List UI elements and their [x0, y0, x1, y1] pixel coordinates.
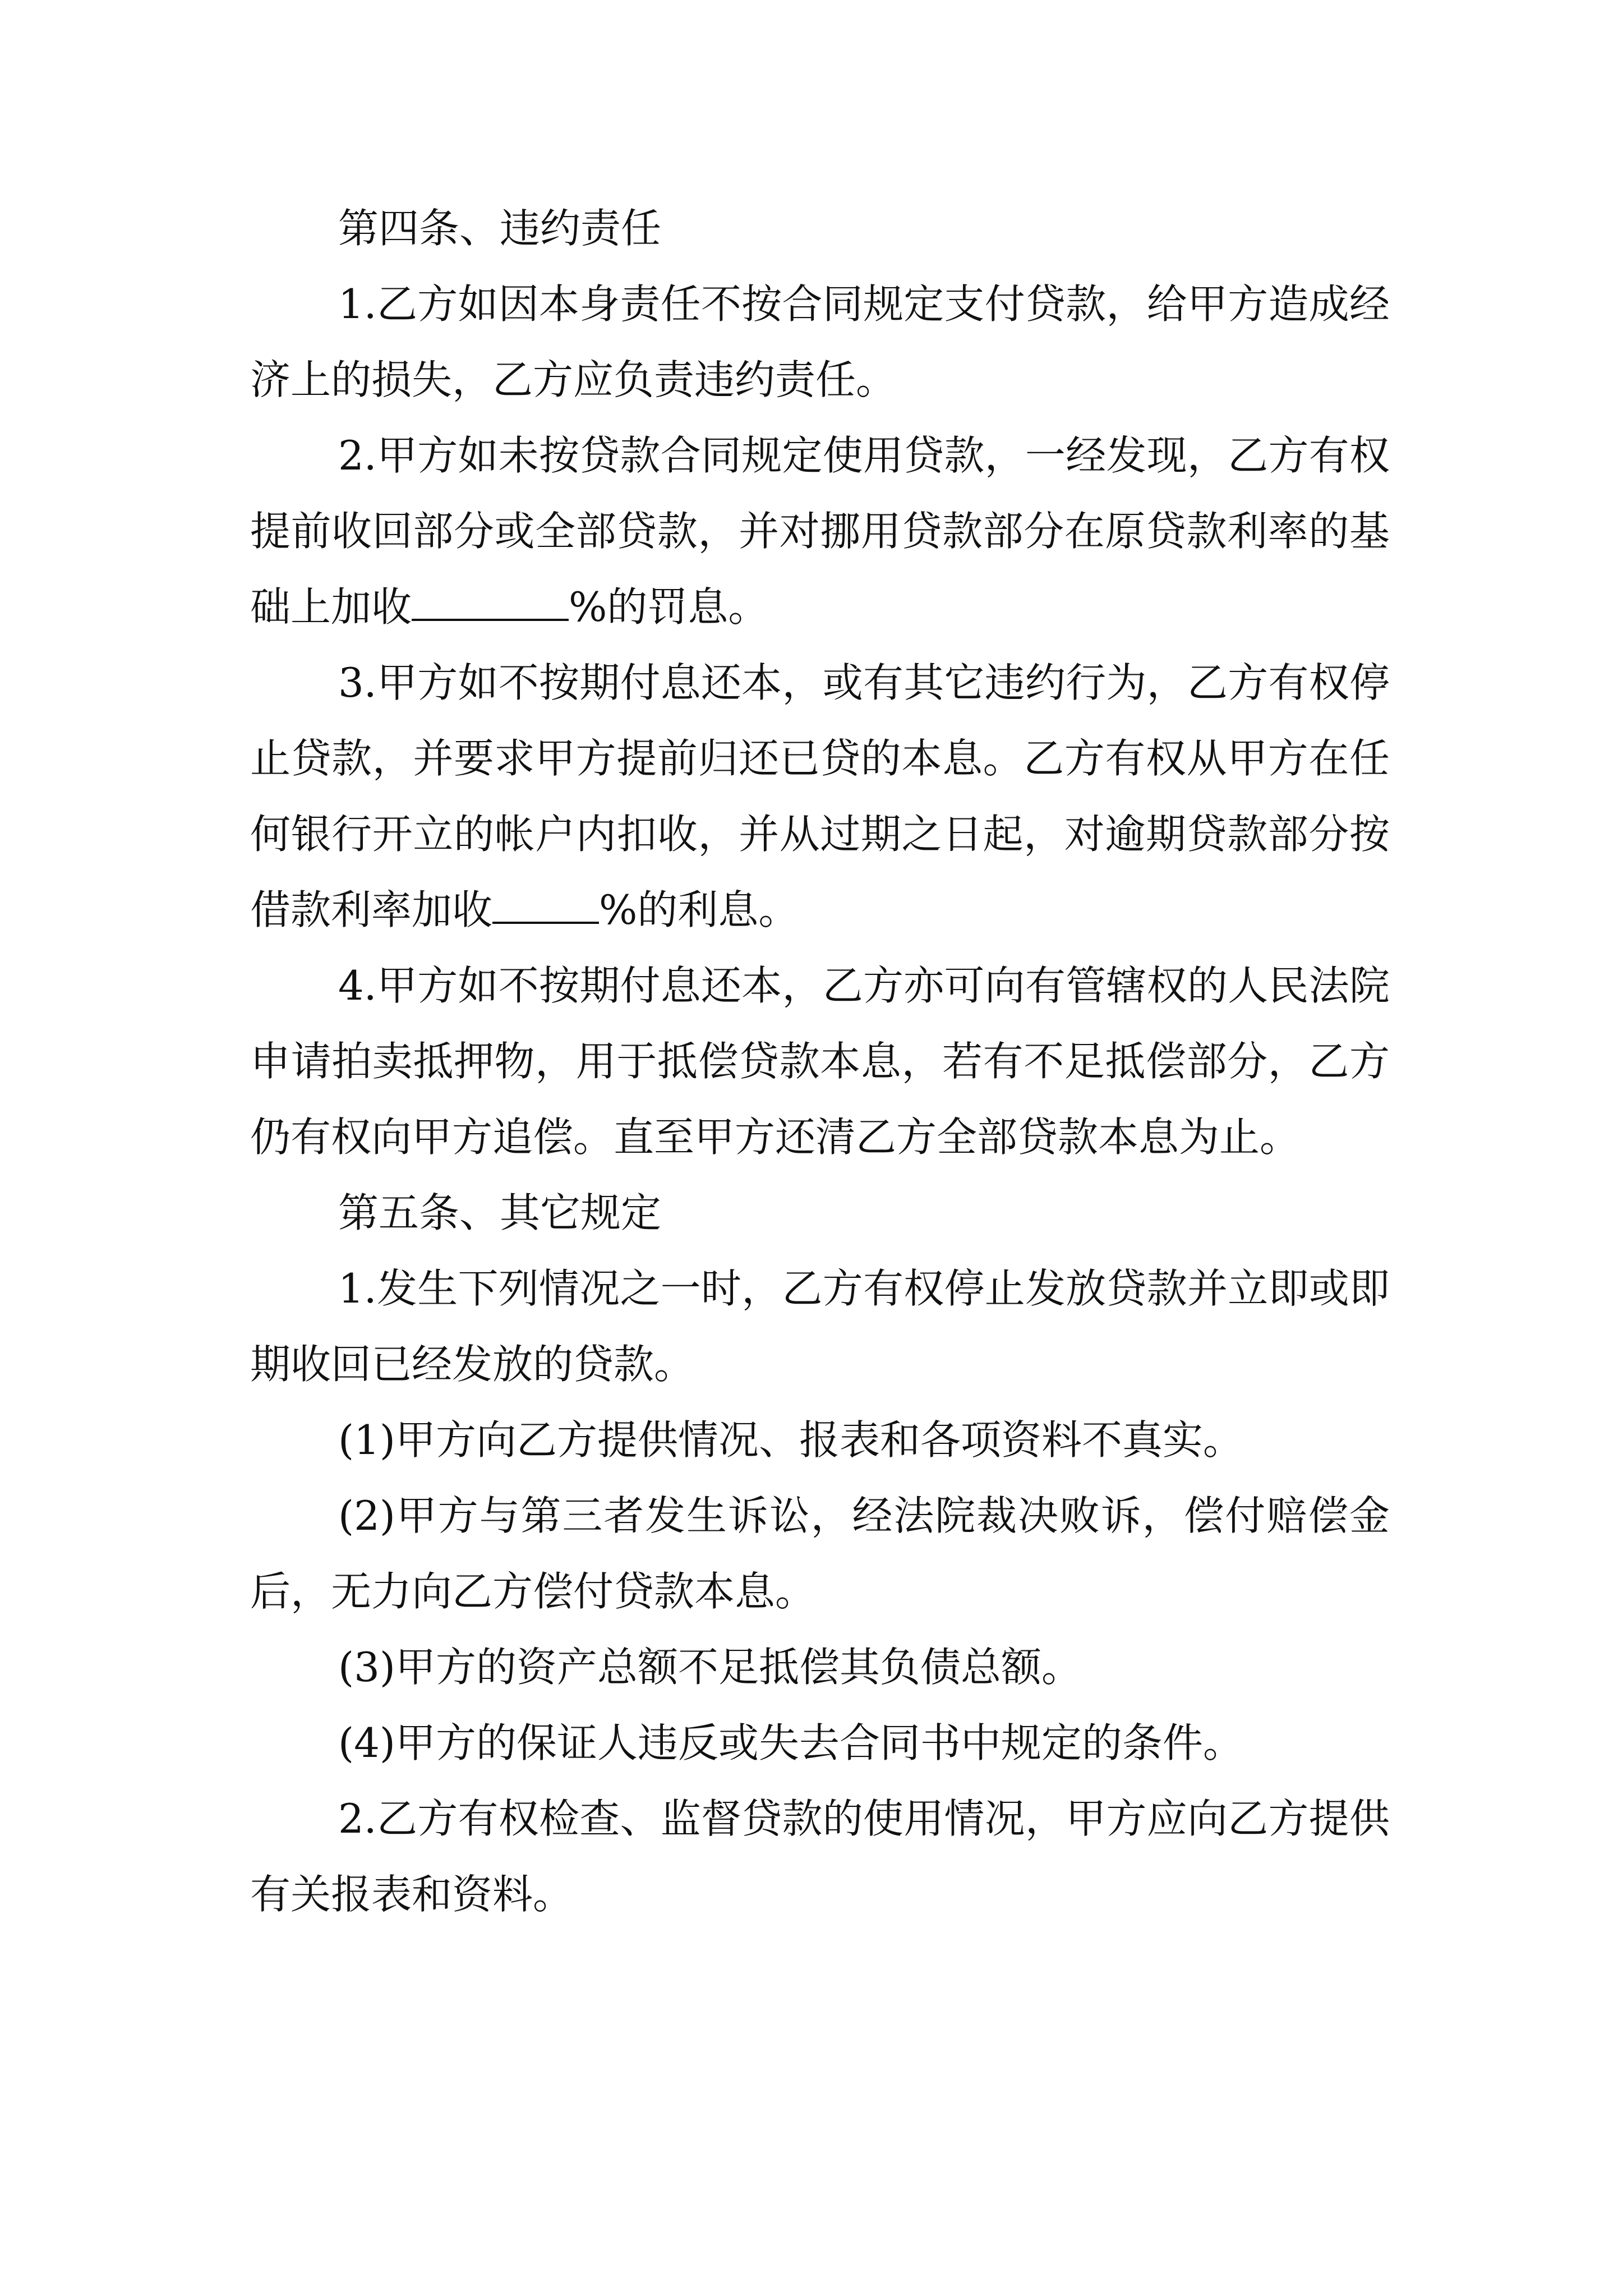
- article-5-clause-2: 2.乙方有权检查、监督贷款的使用情况，甲方应向乙方提供有关报表和资料。: [250, 1795, 1390, 1918]
- article-4-heading: 第四条、违约责任: [338, 205, 662, 252]
- article-4-clause-3: [250, 645, 1390, 948]
- article-5-subclause-1: (1)甲方向乙方提供情况、报表和各项资料不真实。: [338, 1416, 1243, 1464]
- clause-3-tail: %的利息。: [599, 886, 799, 933]
- article-5-subclause-2: (2)甲方与第三者发生诉讼，经法院裁决败诉，偿付赔偿金后，无力向乙方偿付贷款本息。: [250, 1492, 1390, 1615]
- interest-rate-blank: [492, 888, 599, 924]
- clause-2-text: 2.甲方如未按贷款合同规定使用贷款，一经发现，乙方有权提前收回部分或全部贷款，并对挪用贷款部分在原贷款利率的基础上加收: [250, 432, 1390, 631]
- document-page: [250, 191, 1390, 1932]
- article-5-subclause-3: (3)甲方的资产总额不足抵偿其负债总额。: [338, 1644, 1082, 1691]
- article-5-subclause-4: (4)甲方的保证人违反或失去合同书中规定的条件。: [338, 1719, 1243, 1766]
- article-4-clause-2: [250, 418, 1390, 645]
- article-4-clause-4: 4.甲方如不按期付息还本，乙方亦可向有管辖权的人民法院申请拍卖抵押物，用于抵偿贷款本息，若有不足抵偿部分，乙方仍有权向甲方追偿。直至甲方还清乙方全部贷款本息为止。: [250, 962, 1390, 1161]
- clause-2-tail: %的罚息。: [569, 583, 769, 631]
- penalty-rate-blank: [412, 585, 569, 621]
- article-5-heading: 第五条、其它规定: [338, 1189, 662, 1236]
- article-4-clause-1: 1.乙方如因本身责任不按合同规定支付贷款，给甲方造成经济上的损失，乙方应负责违约责任。: [250, 280, 1390, 403]
- clause-3-text: 3.甲方如不按期付息还本，或有其它违约行为，乙方有权停止贷款，并要求甲方提前归还已贷的本息。乙方有权从甲方在任何银行开立的帐户内扣收，并从过期之日起，对逾期贷款部分按借款利率加收: [250, 659, 1390, 933]
- article-5-clause-1: 1.发生下列情况之一时，乙方有权停止发放贷款并立即或即期收回已经发放的贷款。: [250, 1265, 1390, 1388]
